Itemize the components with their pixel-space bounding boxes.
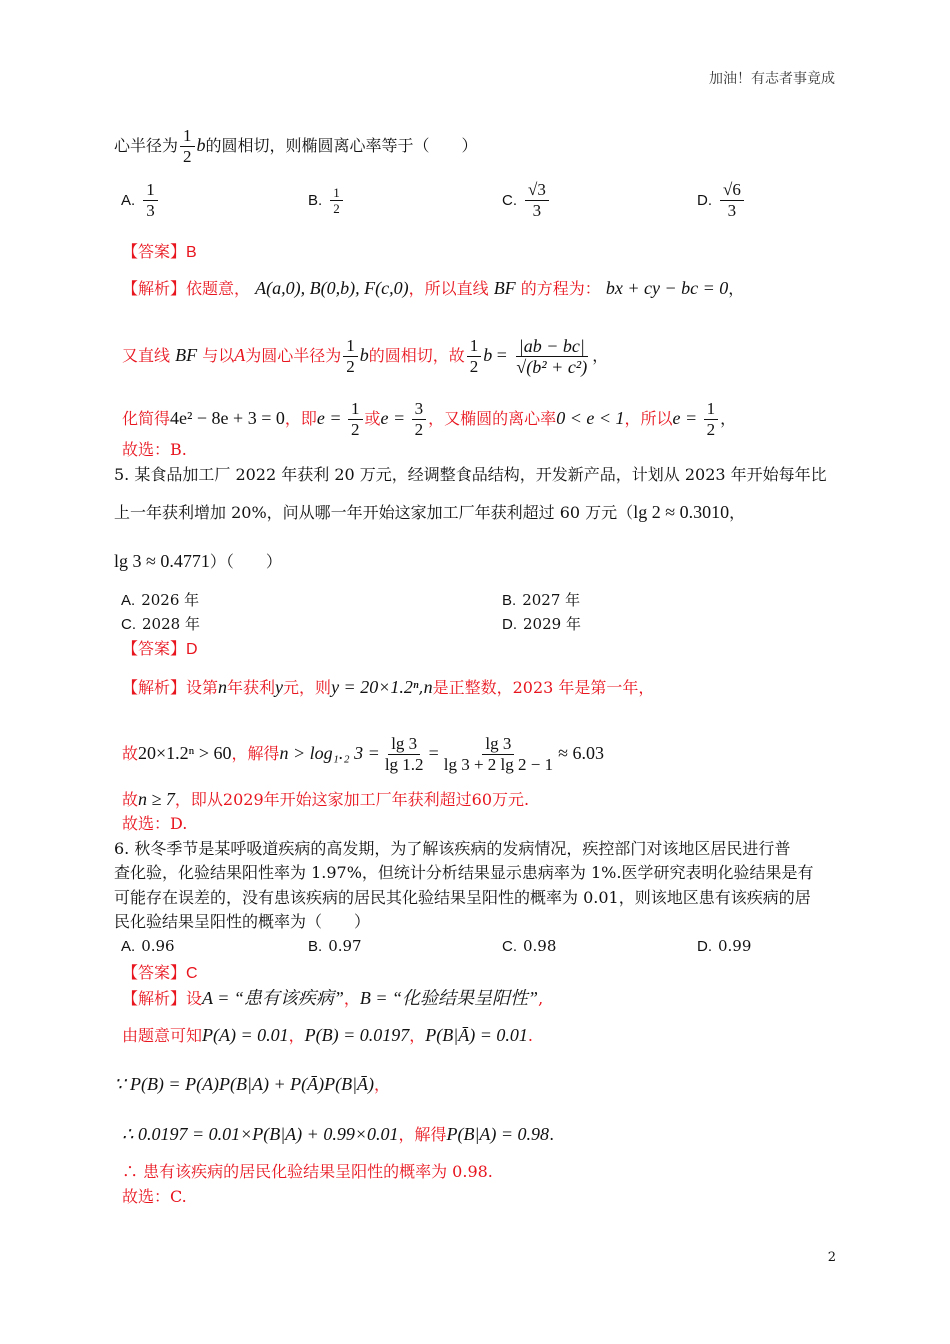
text: 由题意可知 xyxy=(122,1026,203,1045)
frac-den: 2 xyxy=(706,420,716,439)
math-n: n xyxy=(423,677,433,697)
frac-num: 1 xyxy=(343,336,358,357)
text: ， xyxy=(729,503,746,522)
math-substitution: ∴ 0.0197 = 0.01×P(B|A) + 0.99×0.01 xyxy=(122,1124,399,1144)
q4-option-c[interactable] xyxy=(502,180,551,221)
text: 又直线 xyxy=(122,346,171,365)
math-line-eq: bx + cy − bc = 0 xyxy=(605,278,729,298)
frac-den: 3 xyxy=(727,201,737,220)
q6-answer xyxy=(122,961,198,986)
option-label: B. xyxy=(308,938,323,955)
q4-solution-line-3: 化简得4e² − 8e + 3 = 0，即e = $\frac{1}{2}$ 或e = $\frac{3}{2}$ ，又椭圆的离心率0 < e < 1，所以e = $\frac{1}{2}$ ， xyxy=(122,399,737,439)
option-text: 0.99 xyxy=(718,937,752,955)
q6-option-d[interactable] xyxy=(697,937,751,955)
q6-solution-line-3 xyxy=(114,1072,390,1097)
q6-line-1: 6. 秋冬季节是某呼吸道疾病的高发期，为了解该疾病的发病情况，疾控部门对该地区居民进行普 xyxy=(114,839,791,858)
frac-den: 3 xyxy=(532,201,542,220)
solution-tag: 【解析】 xyxy=(122,678,187,697)
math-ineq: 0 < e < 1 xyxy=(556,408,625,428)
option-text: 2028 年 xyxy=(142,615,200,633)
math-bf: BF xyxy=(493,278,516,298)
page-number: 2 xyxy=(827,1250,836,1265)
math-pb: P(B) = 0.0197 xyxy=(304,1025,410,1045)
math-lg3: lg 3 ≈ 0.4771 xyxy=(114,551,210,571)
frac-num: lg 3 xyxy=(482,734,514,755)
text: . xyxy=(527,1026,533,1045)
option-label: B. xyxy=(502,592,517,609)
math-approx: ≈ 6.03 xyxy=(558,743,604,763)
text: ，即从 xyxy=(174,790,223,809)
text: 与以 xyxy=(202,346,235,365)
text: , xyxy=(418,678,424,697)
math-var: b xyxy=(359,345,369,365)
text: 的圆相切，故 xyxy=(368,346,465,365)
q5-line-3 xyxy=(114,549,282,574)
option-text: 2026 年 xyxy=(141,591,200,609)
text: ，解得 xyxy=(398,1125,447,1144)
text: ，所以直线 xyxy=(408,279,489,298)
q4-solution-line-1 xyxy=(122,276,744,301)
text: 万元. xyxy=(492,790,530,809)
math-lg2: lg 2 ≈ 0.3010 xyxy=(633,502,730,522)
text: 60 xyxy=(471,790,493,809)
frac-num: 1 xyxy=(143,180,158,201)
math-eq: y = 20×1.2ⁿ xyxy=(331,677,419,697)
text: ， xyxy=(374,1075,391,1094)
q6-solution-line-4 xyxy=(122,1122,554,1147)
frac-den: 2 xyxy=(351,420,360,439)
q5-line-1: 5. 某食品加工厂 2022 年获利 20 万元，经调整食品结构，开发新产品，计划从 2023 年开始每年比 xyxy=(114,465,827,484)
math-eq: = xyxy=(428,743,439,763)
q4-stem-var: b xyxy=(196,135,206,155)
frac-den: 2 xyxy=(346,357,355,376)
frac-num: √6 xyxy=(720,180,744,201)
option-text: 2029 年 xyxy=(523,615,581,633)
math-pa: P(A) = 0.01 xyxy=(202,1025,289,1045)
frac-num: |ab − bc| xyxy=(516,336,588,357)
answer-value: C xyxy=(186,965,198,982)
answer-value: B xyxy=(186,244,197,261)
answer-value: D xyxy=(186,641,198,658)
math-ineq: 20×1.2ⁿ > 60 xyxy=(138,743,232,763)
option-label: D. xyxy=(502,616,517,633)
text: ， xyxy=(592,346,609,365)
option-text: 0.97 xyxy=(328,937,362,955)
math-bf: BF xyxy=(175,345,198,365)
q6-line-3: 可能存在误差的，没有患该疾病的居民其化验结果呈阳性的概率为 0.01，则该地区患有该疾病的居 xyxy=(114,888,811,907)
option-label: D. xyxy=(697,191,712,209)
frac-den: 3 xyxy=(146,201,155,220)
option-label: C. xyxy=(502,191,517,209)
answer-tag: 【答案】 xyxy=(122,639,187,658)
text: 是正整数， xyxy=(432,678,513,697)
q6-option-b[interactable] xyxy=(308,937,362,955)
q5-option-a[interactable] xyxy=(121,589,199,610)
q4-stem-fraction xyxy=(180,126,195,167)
q4-stem-text-b: 的圆相切，则椭圆离心率等于（ ） xyxy=(205,136,478,155)
text: ， xyxy=(720,409,737,428)
q4-solution-line-2: 又直线 BF 与以A为圆心半径为 $\frac{1}{2}$ b的圆相切，故 $\frac{1}{2}$ b = $\frac{|ab - bc|}{\text{√(b² + c²)}}$ ， xyxy=(122,336,609,377)
text: 2029 xyxy=(222,790,264,809)
text: 依题意， xyxy=(186,279,251,298)
answer-tag: 【答案】 xyxy=(122,963,187,982)
frac-num: 1 xyxy=(467,336,482,357)
q5-answer xyxy=(122,637,198,662)
q5-solution-line-1 xyxy=(122,675,654,700)
frac-num: 1 xyxy=(348,399,363,420)
text: 故 xyxy=(122,790,139,809)
option-text: 0.96 xyxy=(141,937,175,955)
q4-option-d[interactable] xyxy=(697,180,746,221)
text: 年获利 xyxy=(227,678,276,697)
text: ，所以 xyxy=(624,409,673,428)
q4-stem xyxy=(114,126,478,167)
option-text: 0.98 xyxy=(523,937,557,955)
math-total-prob: ∵ P(B) = P(A)P(B|A) + P(Ā)P(B|Ā) xyxy=(114,1074,375,1094)
text: ，解得 xyxy=(231,744,280,763)
text: 设第 xyxy=(186,678,219,697)
q6-option-a[interactable] xyxy=(121,937,175,955)
q4-conclusion: 故选：B. xyxy=(122,440,187,459)
math-event-a: A = “患有该疾病” xyxy=(202,988,344,1008)
text: ，又椭圆的离心率 xyxy=(428,409,557,428)
math-a: A xyxy=(234,345,246,365)
q6-option-c[interactable] xyxy=(502,937,556,955)
math-n: n xyxy=(218,677,228,697)
q4-answer xyxy=(122,240,197,265)
q4-option-a[interactable] xyxy=(121,180,160,221)
text: ， xyxy=(288,1026,305,1045)
q5-option-d[interactable] xyxy=(502,613,581,634)
text: ， xyxy=(728,279,745,298)
text: ）（ ） xyxy=(209,552,282,571)
frac-den: lg 3 + 2 lg 2 − 1 xyxy=(443,755,554,774)
frac-num: 1 xyxy=(330,185,343,201)
frac-den: 2 xyxy=(469,357,479,376)
q4-option-b[interactable] xyxy=(308,185,345,216)
text: 的方程为： xyxy=(520,279,601,298)
frac-den: √(b² + c²) xyxy=(516,357,588,377)
text: ， xyxy=(343,989,360,1008)
math-quadratic: 4e² − 8e + 3 = 0 xyxy=(170,408,285,428)
q6-solution-line-5: ∴ 患有该疾病的居民化验结果呈阳性的概率为 0.98. xyxy=(122,1162,493,1181)
math-event-b: B = “化验结果呈阳性” xyxy=(359,988,539,1008)
answer-tag: 【答案】 xyxy=(122,242,187,261)
text: 年开始这家加工厂年获利超过 xyxy=(263,790,472,809)
text: ， xyxy=(409,1026,426,1045)
math-y: y xyxy=(275,677,284,697)
q4-stem-text-a: 心半径为 xyxy=(114,136,179,155)
option-text: 2027 年 xyxy=(522,591,581,609)
text: 设 xyxy=(186,989,203,1008)
page-header-motto: 加油！有志者事竟成 xyxy=(709,71,835,87)
text: . xyxy=(549,1125,555,1144)
frac-den: 2 xyxy=(183,147,192,166)
q5-line-2 xyxy=(114,500,745,525)
q6-line-2: 查化验，化验结果阳性率为 1.97%，但统计分析结果显示患病率为 1%.医学研究表明化验结果是有 xyxy=(114,863,814,882)
q6-line-4: 民化验结果呈阳性的概率为（ ） xyxy=(114,912,371,931)
frac-num: lg 3 xyxy=(388,734,420,755)
frac-num: 1 xyxy=(704,399,719,420)
q5-option-c[interactable] xyxy=(121,613,200,634)
option-label: C. xyxy=(121,616,136,633)
option-label: A. xyxy=(121,938,136,955)
q6-solution-line-1 xyxy=(122,986,543,1011)
math-log: n > log₁.₂ 3 = xyxy=(279,743,380,763)
text: 或 xyxy=(364,409,381,428)
q5-conclusion: 故选：D. xyxy=(122,814,188,833)
frac-den: lg 1.2 xyxy=(384,755,424,774)
text: 上一年获利增加 20%，问从哪一年开始这家加工厂年获利超过 60 万元（ xyxy=(114,503,634,522)
q5-solution-line-3 xyxy=(122,787,529,812)
frac-num: 1 xyxy=(180,126,195,147)
math-points: A(a,0), B(0,b), F(c,0) xyxy=(255,278,409,298)
frac-num: √3 xyxy=(525,180,549,201)
math-var: b xyxy=(483,345,493,365)
solution-tag: 【解析】 xyxy=(122,989,187,1008)
text: ，即 xyxy=(284,409,317,428)
option-label: A. xyxy=(121,191,136,209)
option-label: A. xyxy=(121,592,136,609)
text: , xyxy=(538,989,544,1008)
text: 元，则 xyxy=(283,678,332,697)
frac-den: 2 xyxy=(333,201,340,216)
text: 为圆心半径为 xyxy=(245,346,342,365)
option-label: C. xyxy=(502,938,517,955)
q6-conclusion: 故选：C. xyxy=(122,1187,187,1206)
option-label: B. xyxy=(308,191,323,209)
text: 化简得 xyxy=(122,409,171,428)
math-n: n ≥ 7 xyxy=(138,789,175,809)
option-label: D. xyxy=(697,938,712,955)
solution-tag: 【解析】 xyxy=(122,279,187,298)
q5-option-b[interactable] xyxy=(502,589,580,610)
text: 2023 年是第一年， xyxy=(512,678,655,697)
q6-solution-line-2 xyxy=(122,1023,533,1048)
math-pba: P(B|Ā) = 0.01 xyxy=(425,1025,528,1045)
text: 故 xyxy=(122,744,139,763)
q5-solution-line-2 xyxy=(122,734,604,775)
math-result: P(B|A) = 0.98 xyxy=(446,1124,550,1144)
